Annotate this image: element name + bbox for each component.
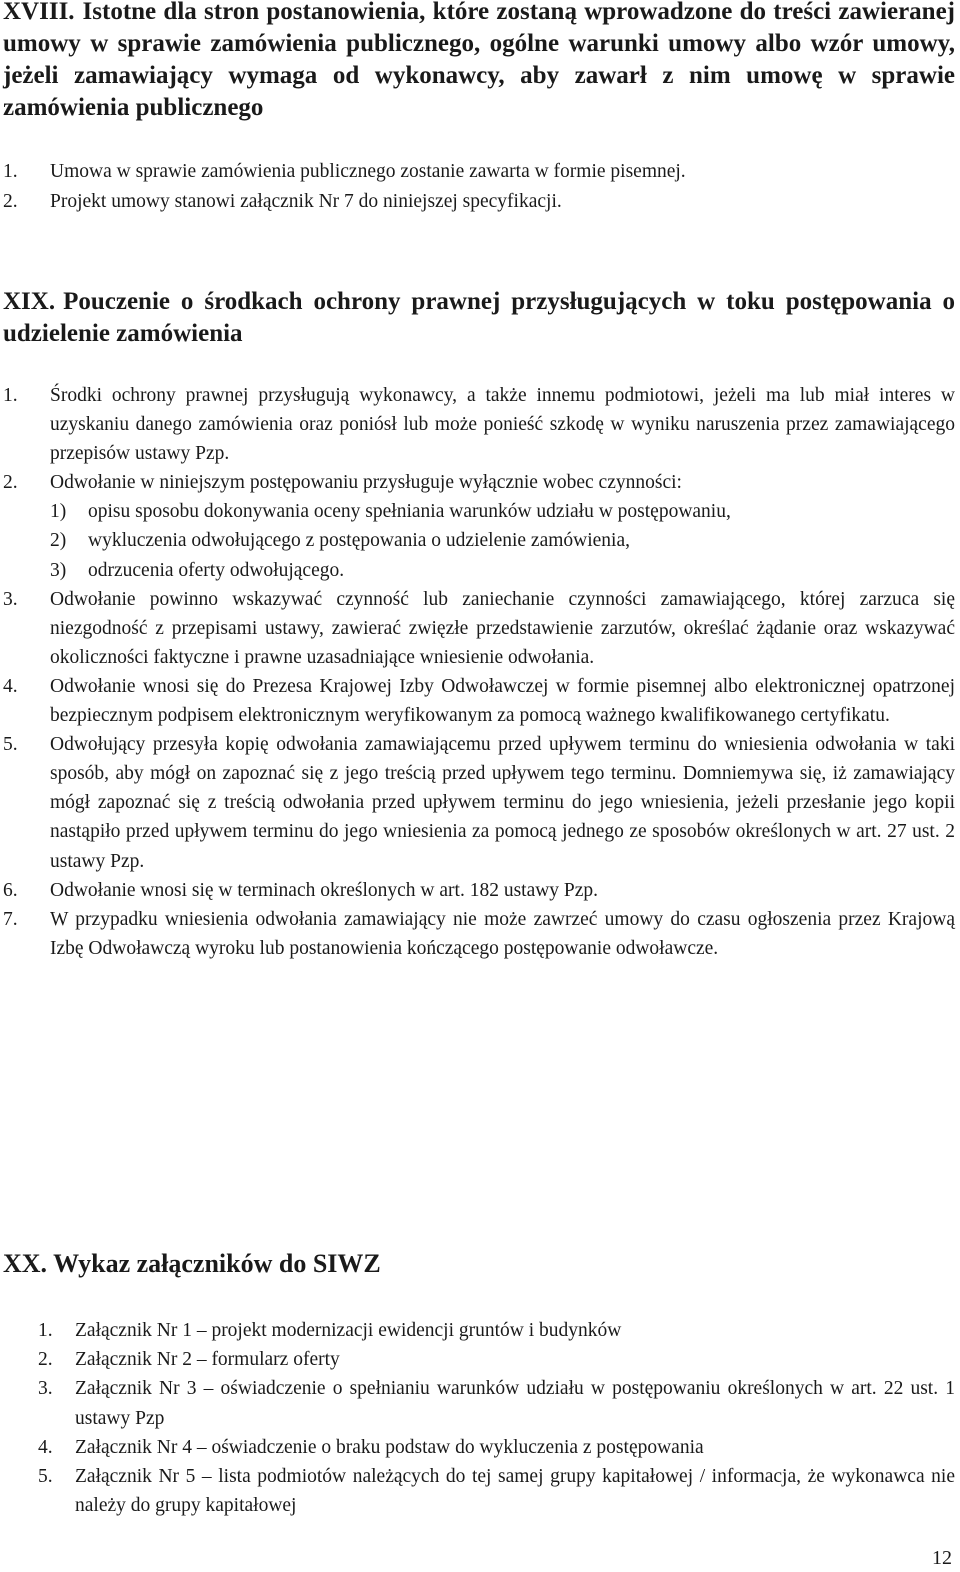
sub-item-text: odrzucenia oferty odwołującego.	[88, 559, 345, 581]
list-item	[3, 468, 955, 584]
list-item	[38, 1374, 955, 1432]
item-number: 4.	[3, 675, 18, 697]
item-text: Załącznik Nr 1 – projekt modernizacji ewidencji gruntów i budynków	[75, 1320, 622, 1341]
section-title: Pouczenie o środkach ochrony prawnej przysługujących w toku postępowania o udzielenie zamówienia	[3, 288, 955, 347]
item-number: 1.	[3, 161, 18, 182]
item-number: 7.	[3, 908, 18, 930]
item-text: Odwołanie wnosi się do Prezesa Krajowej Izby Odwoławczej w formie pisemnej albo elektronicznej opatrzonej bezpiecznym podpisem elektronicznym weryfikowanym za pomocą ważnego kwalifikowanego certyfikatu.	[50, 675, 955, 727]
list-item	[3, 672, 955, 730]
list-item	[3, 187, 955, 217]
item-text: Załącznik Nr 4 – oświadczenie o braku podstaw do wykluczenia z postępowania	[75, 1436, 704, 1458]
item-text: Załącznik Nr 5 – lista podmiotów należących do tej samej grupy kapitałowej / informacja, że wykonawca nie należy do grupy kapitałowej	[75, 1466, 955, 1517]
list-item	[3, 381, 955, 468]
sub-item-text: opisu sposobu dokonywania oceny spełniania warunków udziału w postępowaniu,	[88, 501, 731, 523]
section-xviii-heading	[3, 0, 955, 124]
list-item	[3, 730, 955, 875]
section-number: XVIII.	[3, 0, 75, 25]
sub-item-number: 2)	[50, 530, 67, 552]
item-number: 5.	[38, 1466, 53, 1488]
list-item	[3, 585, 955, 672]
annex-list	[38, 1316, 955, 1520]
page-number: 12	[932, 1547, 952, 1569]
item-text: Załącznik Nr 3 – oświadczenie o spełnianiu warunków udziału w postępowaniu określonych w art. 22 ust. 1 ustawy Pzp	[75, 1378, 955, 1429]
item-text: Załącznik Nr 2 – formularz oferty	[75, 1349, 340, 1371]
item-text: Odwołanie w niniejszym postępowaniu przysługuje wyłącznie wobec czynności:	[50, 472, 682, 494]
sub-item	[50, 526, 955, 555]
list-item	[38, 1345, 955, 1374]
item-text: W przypadku wniesienia odwołania zamawiający nie może zawrzeć umowy do czasu ogłoszenia przez Krajową Izbę Odwoławczą wyroku lub postanowienia kończącego postępowanie odwoławcze.	[50, 908, 955, 959]
item-number: 3.	[38, 1378, 53, 1400]
list-item	[38, 1316, 955, 1345]
item-number: 5.	[3, 734, 18, 756]
item-number: 2.	[3, 190, 18, 212]
section-number: XIX.	[3, 288, 56, 315]
item-number: 4.	[38, 1436, 53, 1458]
item-number: 2.	[3, 472, 18, 494]
section-xx-heading	[3, 1248, 955, 1280]
item-text: Odwołujący przesyła kopię odwołania zamawiającemu przed upływem terminu do wniesienia odwołania w taki sposób, aby mógł on zapoznać się z jego treścią przed upływem tego terminu. Domniemywa się, iż zamawiający mógł zapoznać się z treścią odwołania przed upływem terminu do jego wniesienia, jeżeli przesłanie jego kopii nastąpiło przed upływem terminu do jego wniesienia za pomocą jednego ze sposobów określonych w art. 27 ust. 2 ustawy Pzp.	[50, 734, 955, 872]
list-item	[3, 876, 955, 905]
list-item	[38, 1462, 955, 1520]
section-title: XX. Wykaz załączników do SIWZ	[3, 1249, 381, 1278]
item-number: 3.	[3, 588, 18, 610]
sub-item-number: 3)	[50, 559, 67, 581]
item-text: Odwołanie wnosi się w terminach określonych w art. 182 ustawy Pzp.	[50, 879, 599, 901]
section-xviii-list	[3, 157, 955, 216]
sub-item-text: wykluczenia odwołującego z postępowania o udzielenie zamówienia,	[88, 530, 631, 552]
list-item	[38, 1433, 955, 1462]
section-xix-list	[3, 381, 955, 963]
item-number: 2.	[38, 1349, 53, 1371]
list-item	[3, 157, 955, 187]
section-title: Istotne dla stron postanowienia, które zostaną wprowadzone do treści zawieranej umowy w sprawie zamówienia publicznego, ogólne warunki umowy albo wzór umowy, jeżeli zamawiający wymaga od wykonawcy, aby zawarł z nim umowę w sprawie zamówienia publicznego	[3, 0, 955, 121]
sub-item-number: 1)	[50, 501, 67, 523]
item-text: Odwołanie powinno wskazywać czynność lub zaniechanie czynności zamawiającego, której zarzuca się niezgodność z przepisami ustawy, zawierać zwięzłe przedstawienie zarzutów, określać żądanie oraz wskazywać okoliczności faktyczne i prawne uzasadniające wniesienie odwołania.	[50, 588, 955, 668]
item-number: 1.	[38, 1320, 53, 1341]
list-item	[3, 905, 955, 963]
item-number: 6.	[3, 879, 18, 901]
item-text: Projekt umowy stanowi załącznik Nr 7 do niniejszej specyfikacji.	[50, 190, 562, 212]
sub-item	[50, 556, 955, 585]
section-xix-heading	[3, 286, 955, 350]
sub-item	[50, 497, 955, 526]
item-number: 1.	[3, 385, 18, 406]
item-text: Umowa w sprawie zamówienia publicznego zostanie zawarta w formie pisemnej.	[50, 161, 686, 182]
item-text: Środki ochrony prawnej przysługują wykonawcy, a także innemu podmiotowi, jeżeli ma lub miał interes w uzyskaniu danego zamówienia oraz poniósł lub może ponieść szkodę w wyniku naruszenia przez zamawiającego przepisów ustawy Pzp.	[50, 385, 955, 465]
